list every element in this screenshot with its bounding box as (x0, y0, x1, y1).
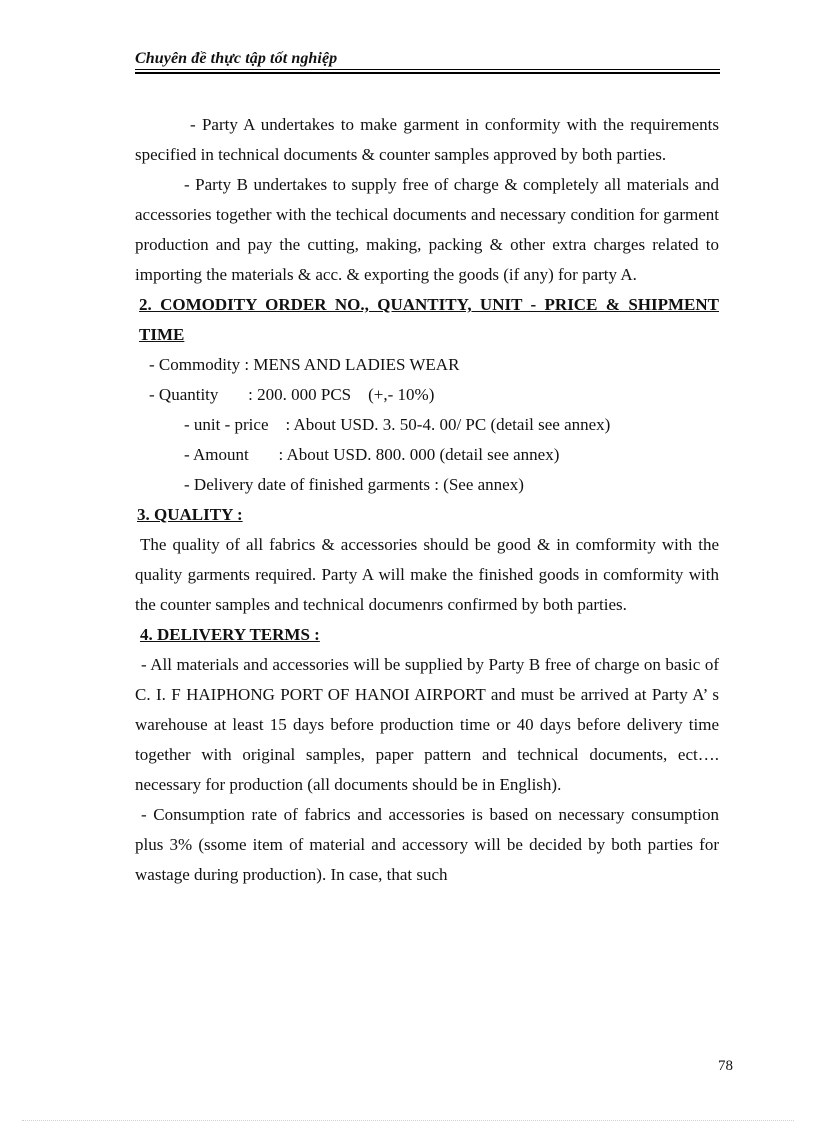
commodity-line: - Commodity : MENS AND LADIES WEAR (149, 355, 460, 374)
page-header (135, 48, 720, 74)
party-b-paragraph: - Party B undertakes to supply free of charge & completely all materials and accessories together with the techical documents and necessary condition for garment production and pay the cutting, making, packing & other extra charges related to importing the materials & acc. & exporting the goods (if any) for party A. (135, 175, 719, 284)
header-rule-thick (135, 72, 720, 74)
bottom-dotted-rule (22, 1120, 794, 1121)
header-title: Chuyên đề thực tập tốt nghiệp (135, 50, 338, 67)
document-body (135, 110, 719, 890)
section-2-heading: 2. COMODITY ORDER NO., QUANTITY, UNIT - PRICE & SHIPMENT TIME (139, 295, 719, 344)
unit-price-line: - unit - price : About USD. 3. 50-4. 00/ PC (detail see annex) (184, 415, 611, 434)
party-a-paragraph: - Party A undertakes to make garment in conformity with the requirements specified in technical documents & counter samples approved by both parties. (135, 115, 719, 164)
section-4-heading: 4. DELIVERY TERMS : (140, 625, 320, 644)
amount-line: - Amount : About USD. 800. 000 (detail see annex) (184, 445, 560, 464)
quality-paragraph: The quality of all fabrics & accessories should be good & in comformity with the quality garments required. Party A will make the finished goods in comformity with the counter samples and technical documenrs confirmed by both parties. (135, 535, 719, 614)
header-rule-thin (135, 69, 720, 70)
delivery-terms-paragraph-2: - Consumption rate of fabrics and accessories is based on necessary consumption plus 3% (ssome item of material and accessory will be decided by both parties for wastage during production). In case, that such (135, 805, 719, 884)
quantity-line: - Quantity : 200. 000 PCS (+,- 10%) (149, 385, 435, 404)
delivery-terms-paragraph-1: - All materials and accessories will be supplied by Party B free of charge on basic of C. I. F HAIPHONG PORT OF HANOI AIRPORT and must be arrived at Party A’ s warehouse at least 15 days before production time or 40 days before delivery time together with original samples, paper pattern and technical documents, ect…. necessary for production (all documents should be in English). (135, 655, 719, 794)
section-3-heading: 3. QUALITY : (137, 505, 243, 524)
delivery-date-line: - Delivery date of finished garments : (See annex) (184, 475, 524, 494)
page-number: 78 (718, 1058, 733, 1074)
